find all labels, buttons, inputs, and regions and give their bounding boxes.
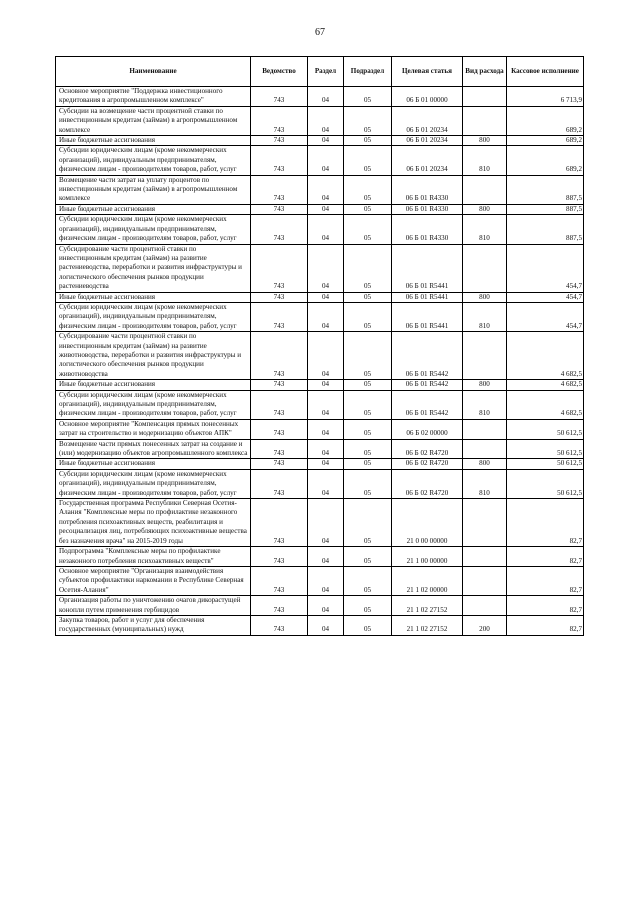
- cell-celevaya: 06 Б 02 R4720: [392, 439, 463, 459]
- table-row: [56, 175, 584, 204]
- cell-podrazdel: 05: [344, 499, 392, 547]
- cell-kassovoe: 82,7: [507, 596, 584, 616]
- cell-kassovoe: 4 682,5: [507, 390, 584, 419]
- table-row: [56, 596, 584, 616]
- header-razdel: Раздел: [308, 57, 344, 87]
- cell-vedomstvo: 743: [251, 106, 308, 135]
- cell-celevaya: 06 Б 01 R4330: [392, 175, 463, 204]
- table-row: [56, 204, 584, 214]
- cell-celevaya: 06 Б 01 R5441: [392, 244, 463, 292]
- cell-celevaya: 21 1 00 00000: [392, 547, 463, 567]
- table-row: [56, 106, 584, 135]
- table-row: [56, 419, 584, 439]
- cell-vid: 810: [463, 390, 507, 419]
- cell-kassovoe: 6 713,9: [507, 87, 584, 107]
- table-row: [56, 547, 584, 567]
- cell-vedomstvo: 743: [251, 547, 308, 567]
- cell-vid: 800: [463, 380, 507, 390]
- cell-celevaya: 21 1 02 00000: [392, 566, 463, 595]
- cell-celevaya: 06 Б 02 R4720: [392, 469, 463, 498]
- cell-kassovoe: 689,2: [507, 146, 584, 175]
- cell-podrazdel: 05: [344, 87, 392, 107]
- cell-kassovoe: 454,7: [507, 244, 584, 292]
- cell-kassovoe: 887,5: [507, 175, 584, 204]
- cell-celevaya: 06 Б 01 R5442: [392, 380, 463, 390]
- cell-celevaya: 06 Б 02 00000: [392, 419, 463, 439]
- cell-vid: 800: [463, 459, 507, 469]
- cell-celevaya: 06 Б 01 R5442: [392, 390, 463, 419]
- table-row: [56, 390, 584, 419]
- cell-vedomstvo: 743: [251, 332, 308, 380]
- cell-podrazdel: 05: [344, 215, 392, 244]
- cell-razdel: 04: [308, 469, 344, 498]
- cell-podrazdel: 05: [344, 459, 392, 469]
- cell-razdel: 04: [308, 146, 344, 175]
- cell-vedomstvo: 743: [251, 175, 308, 204]
- cell-podrazdel: 05: [344, 439, 392, 459]
- cell-vid: 810: [463, 469, 507, 498]
- cell-celevaya: 06 Б 01 R5442: [392, 332, 463, 380]
- cell-vedomstvo: 743: [251, 390, 308, 419]
- cell-vedomstvo: 743: [251, 292, 308, 302]
- cell-celevaya: 21 0 00 00000: [392, 499, 463, 547]
- cell-celevaya: 06 Б 01 R5441: [392, 302, 463, 331]
- cell-vid: [463, 439, 507, 459]
- cell-vid: [463, 244, 507, 292]
- cell-razdel: 04: [308, 566, 344, 595]
- header-podrazdel: Подраздел: [344, 57, 392, 87]
- table-row: [56, 136, 584, 146]
- cell-vedomstvo: 743: [251, 439, 308, 459]
- cell-vid: 800: [463, 292, 507, 302]
- cell-vedomstvo: 743: [251, 380, 308, 390]
- cell-vid: [463, 175, 507, 204]
- cell-vid: 810: [463, 302, 507, 331]
- cell-podrazdel: 05: [344, 390, 392, 419]
- cell-vedomstvo: 743: [251, 244, 308, 292]
- cell-podrazdel: 05: [344, 136, 392, 146]
- table-row: [56, 292, 584, 302]
- cell-vedomstvo: 743: [251, 566, 308, 595]
- cell-vid: 810: [463, 146, 507, 175]
- cell-name: Субсидии юридическим лицам (кроме некоммерческих организаций), индивидуальным предпринимателям, физическим лицам - производителям товаров, работ, услуг: [56, 302, 251, 331]
- cell-podrazdel: 05: [344, 292, 392, 302]
- cell-podrazdel: 05: [344, 547, 392, 567]
- cell-name: Основное мероприятие "Организация взаимодействия субъектов профилактики наркомании в Республике Северная Осетия-Алания": [56, 566, 251, 595]
- cell-razdel: 04: [308, 215, 344, 244]
- cell-razdel: 04: [308, 302, 344, 331]
- cell-celevaya: 06 Б 01 R4330: [392, 215, 463, 244]
- cell-kassovoe: 4 682,5: [507, 380, 584, 390]
- cell-vid: [463, 547, 507, 567]
- cell-name: Иные бюджетные ассигнования: [56, 136, 251, 146]
- cell-name: Организация работы по уничтожению очагов дикорастущей конопли путем применения гербицидов: [56, 596, 251, 616]
- header-celevaya: Целевая статья: [392, 57, 463, 87]
- cell-name: Субсидирование части процентной ставки по инвестиционным кредитам (займам) на развитие животноводства, переработки и развития инфраструктуры и логистического обеспечения рынков продукции животноводства: [56, 332, 251, 380]
- table-row: [56, 380, 584, 390]
- cell-podrazdel: 05: [344, 146, 392, 175]
- page-number: 67: [315, 27, 325, 38]
- cell-vid: [463, 87, 507, 107]
- table-row: [56, 87, 584, 107]
- cell-podrazdel: 05: [344, 615, 392, 635]
- cell-name: Основное мероприятие "Поддержка инвестиционного кредитования в агропромышленном комплексе": [56, 87, 251, 107]
- cell-razdel: 04: [308, 244, 344, 292]
- cell-kassovoe: 689,2: [507, 136, 584, 146]
- cell-celevaya: 06 Б 01 20234: [392, 106, 463, 135]
- cell-celevaya: 21 1 02 27152: [392, 596, 463, 616]
- cell-podrazdel: 05: [344, 106, 392, 135]
- cell-name: Субсидии юридическим лицам (кроме некоммерческих организаций), индивидуальным предпринимателям, физическим лицам - производителям товаров, работ, услуг: [56, 469, 251, 498]
- cell-name: Закупка товаров, работ и услуг для обеспечения государственных (муниципальных) нужд: [56, 615, 251, 635]
- cell-razdel: 04: [308, 87, 344, 107]
- cell-name: Иные бюджетные ассигнования: [56, 380, 251, 390]
- cell-vid: 800: [463, 136, 507, 146]
- cell-vid: [463, 566, 507, 595]
- cell-kassovoe: 50 612,5: [507, 439, 584, 459]
- table-body: [56, 87, 584, 636]
- cell-razdel: 04: [308, 204, 344, 214]
- cell-vid: 810: [463, 215, 507, 244]
- cell-vedomstvo: 743: [251, 87, 308, 107]
- cell-name: Иные бюджетные ассигнования: [56, 292, 251, 302]
- cell-kassovoe: 82,7: [507, 615, 584, 635]
- table-row: [56, 332, 584, 380]
- cell-razdel: 04: [308, 439, 344, 459]
- cell-kassovoe: 82,7: [507, 547, 584, 567]
- cell-celevaya: 06 Б 01 R4330: [392, 204, 463, 214]
- cell-razdel: 04: [308, 615, 344, 635]
- cell-name: Субсидирование части процентной ставки по инвестиционным кредитам (займам) на развитие растениеводства, переработки и развития инфраструктуры и логистического обеспечения рынков продукции растениеводства: [56, 244, 251, 292]
- cell-podrazdel: 05: [344, 469, 392, 498]
- cell-kassovoe: 689,2: [507, 106, 584, 135]
- cell-razdel: 04: [308, 136, 344, 146]
- cell-razdel: 04: [308, 596, 344, 616]
- cell-vid: [463, 419, 507, 439]
- cell-kassovoe: 82,7: [507, 499, 584, 547]
- cell-vedomstvo: 743: [251, 419, 308, 439]
- cell-podrazdel: 05: [344, 596, 392, 616]
- cell-podrazdel: 05: [344, 175, 392, 204]
- cell-vedomstvo: 743: [251, 146, 308, 175]
- cell-razdel: 04: [308, 106, 344, 135]
- cell-vid: [463, 596, 507, 616]
- cell-celevaya: 06 Б 02 R4720: [392, 459, 463, 469]
- cell-vedomstvo: 743: [251, 136, 308, 146]
- cell-vedomstvo: 743: [251, 596, 308, 616]
- table-row: [56, 566, 584, 595]
- cell-podrazdel: 05: [344, 332, 392, 380]
- header-vid: Вид расхода: [463, 57, 507, 87]
- cell-razdel: 04: [308, 499, 344, 547]
- cell-name: Субсидии юридическим лицам (кроме некоммерческих организаций), индивидуальным предпринимателям, физическим лицам - производителям товаров, работ, услуг: [56, 390, 251, 419]
- cell-name: Возмещение части прямых понесенных затрат на создание и (или) модернизацию объектов агропромышленного комплекса: [56, 439, 251, 459]
- table-row: [56, 439, 584, 459]
- cell-name: Субсидии на возмещение части процентной ставки по инвестиционным кредитам (займам) в агропромышленном комплексе: [56, 106, 251, 135]
- cell-podrazdel: 05: [344, 302, 392, 331]
- cell-podrazdel: 05: [344, 380, 392, 390]
- header-vedomstvo: Ведомство: [251, 57, 308, 87]
- cell-kassovoe: 454,7: [507, 302, 584, 331]
- table-row: [56, 244, 584, 292]
- table-row: [56, 615, 584, 635]
- cell-vedomstvo: 743: [251, 499, 308, 547]
- table-header: [56, 57, 584, 87]
- cell-vedomstvo: 743: [251, 459, 308, 469]
- cell-name: Субсидии юридическим лицам (кроме некоммерческих организаций), индивидуальным предпринимателям, физическим лицам - производителям товаров, работ, услуг: [56, 146, 251, 175]
- cell-podrazdel: 05: [344, 204, 392, 214]
- table-row: [56, 302, 584, 331]
- cell-name: Основное мероприятие "Компенсация прямых понесенных затрат на строительство и модернизацию объектов АПК": [56, 419, 251, 439]
- table-row: [56, 499, 584, 547]
- table-row: [56, 215, 584, 244]
- cell-kassovoe: 50 612,5: [507, 459, 584, 469]
- cell-razdel: 04: [308, 459, 344, 469]
- cell-razdel: 04: [308, 419, 344, 439]
- cell-name: Иные бюджетные ассигнования: [56, 204, 251, 214]
- cell-kassovoe: 454,7: [507, 292, 584, 302]
- cell-kassovoe: 4 682,5: [507, 332, 584, 380]
- cell-vid: 200: [463, 615, 507, 635]
- cell-kassovoe: 887,5: [507, 204, 584, 214]
- cell-kassovoe: 50 612,5: [507, 419, 584, 439]
- cell-vedomstvo: 743: [251, 215, 308, 244]
- table-row: [56, 146, 584, 175]
- cell-name: Возмещение части затрат на уплату процентов по инвестиционным кредитам (займам) в агропромышленном комплексе: [56, 175, 251, 204]
- cell-vedomstvo: 743: [251, 469, 308, 498]
- cell-celevaya: 06 Б 01 20234: [392, 136, 463, 146]
- header-name: Наименование: [56, 57, 251, 87]
- cell-name: Иные бюджетные ассигнования: [56, 459, 251, 469]
- cell-celevaya: 21 1 02 27152: [392, 615, 463, 635]
- cell-vid: 800: [463, 204, 507, 214]
- cell-podrazdel: 05: [344, 419, 392, 439]
- table-row: [56, 469, 584, 498]
- cell-razdel: 04: [308, 292, 344, 302]
- cell-vid: [463, 332, 507, 380]
- cell-podrazdel: 05: [344, 244, 392, 292]
- cell-kassovoe: 887,5: [507, 215, 584, 244]
- cell-vedomstvo: 743: [251, 302, 308, 331]
- cell-vedomstvo: 743: [251, 204, 308, 214]
- cell-celevaya: 06 Б 01 20234: [392, 146, 463, 175]
- cell-kassovoe: 82,7: [507, 566, 584, 595]
- cell-razdel: 04: [308, 332, 344, 380]
- cell-podrazdel: 05: [344, 566, 392, 595]
- cell-celevaya: 06 Б 01 00000: [392, 87, 463, 107]
- cell-razdel: 04: [308, 175, 344, 204]
- cell-razdel: 04: [308, 390, 344, 419]
- cell-name: Государственная программа Республики Северная Осетия-Алания "Комплексные меры по профилактике незаконного потребления психоактивных веществ, реабилитация и ресоциализация лиц, потребляющих психоактивные вещества без назначения врача" на 2015-2019 годы: [56, 499, 251, 547]
- cell-kassovoe: 50 612,5: [507, 469, 584, 498]
- cell-celevaya: 06 Б 01 R5441: [392, 292, 463, 302]
- table-row: [56, 459, 584, 469]
- cell-vedomstvo: 743: [251, 615, 308, 635]
- budget-table: [55, 56, 584, 636]
- cell-name: Субсидии юридическим лицам (кроме некоммерческих организаций), индивидуальным предпринимателям, физическим лицам - производителям товаров, работ, услуг: [56, 215, 251, 244]
- cell-vid: [463, 499, 507, 547]
- cell-vid: [463, 106, 507, 135]
- cell-razdel: 04: [308, 547, 344, 567]
- cell-razdel: 04: [308, 380, 344, 390]
- cell-name: Подпрограмма "Комплексные меры по профилактике незаконного потребления психоактивных веществ": [56, 547, 251, 567]
- header-kassovoe: Кассовое исполнение: [507, 57, 584, 87]
